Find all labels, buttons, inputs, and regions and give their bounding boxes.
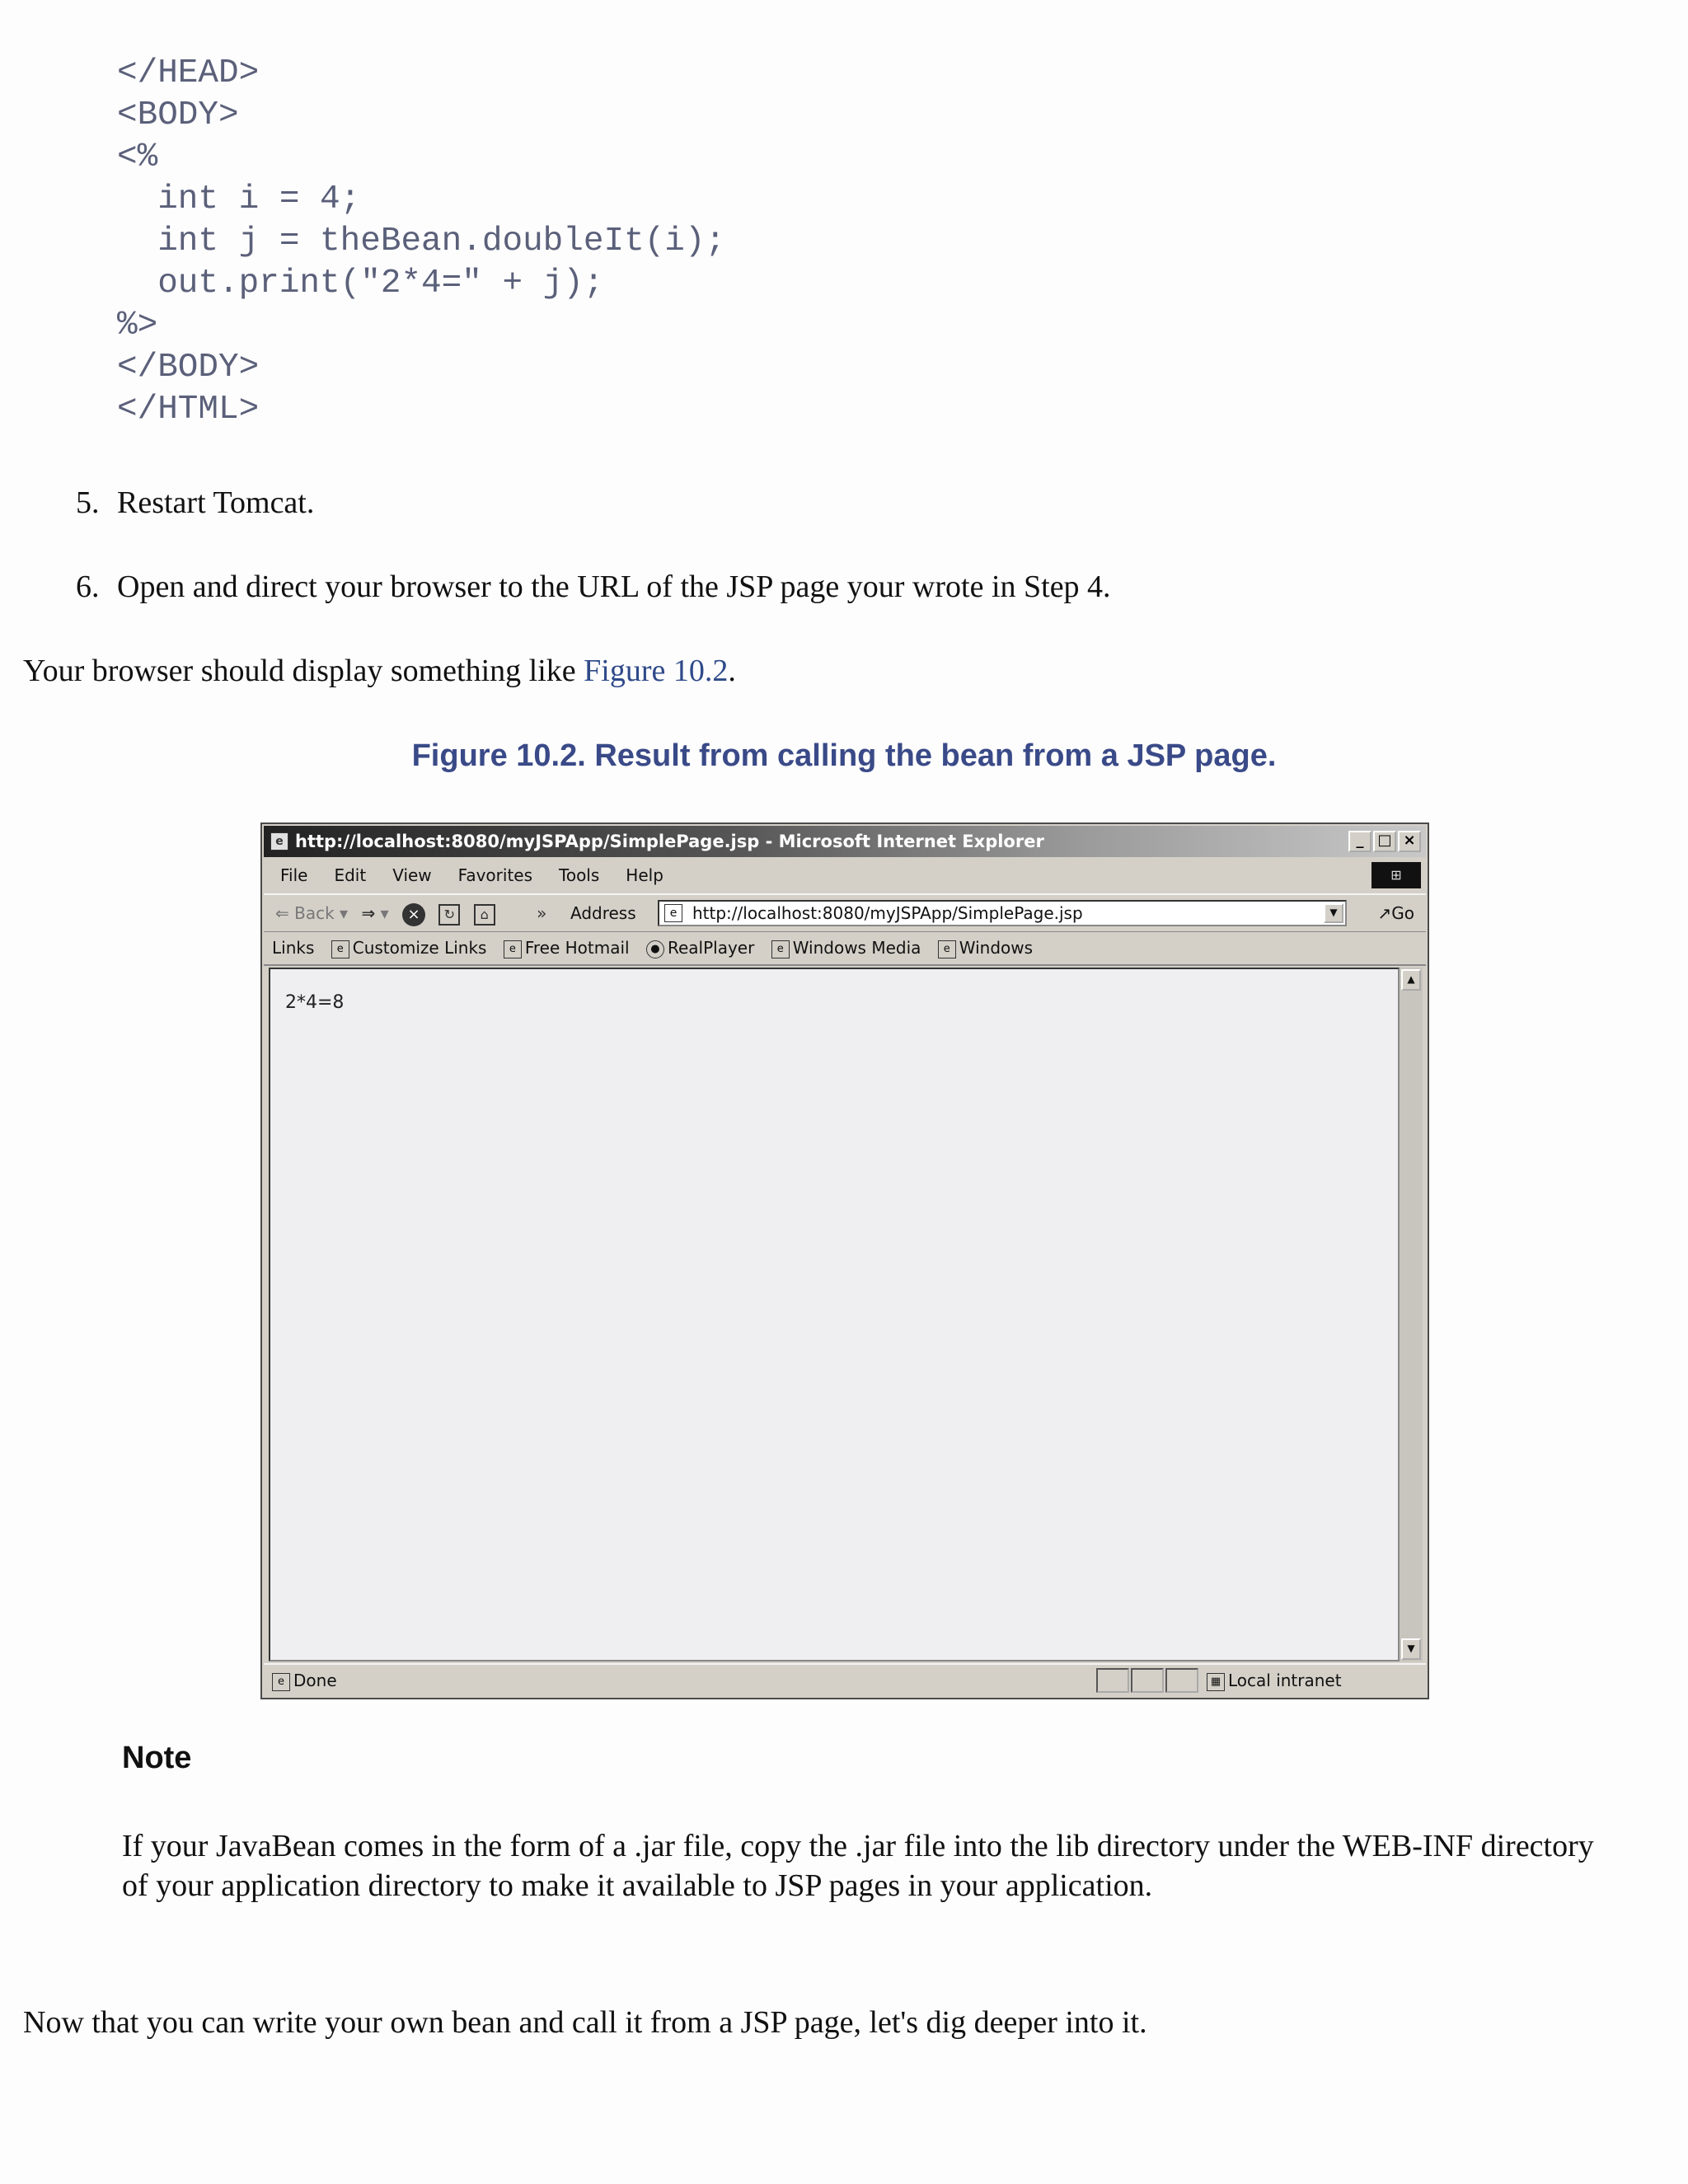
zone-label: Local intranet — [1228, 1671, 1342, 1690]
address-field[interactable] — [658, 900, 1347, 926]
intro-paragraph — [23, 651, 736, 691]
menu-edit[interactable]: Edit — [334, 865, 367, 885]
code-line: out.print("2*4=" + j); — [117, 265, 604, 302]
minimize-icon[interactable]: _ — [1348, 831, 1372, 852]
menu-favorites[interactable]: Favorites — [457, 865, 533, 885]
toolbar — [264, 893, 1426, 932]
code-line: </BODY> — [117, 349, 260, 387]
step-text: Restart Tomcat. — [117, 485, 315, 520]
maximize-icon[interactable]: □ — [1373, 831, 1396, 852]
menu-bar — [264, 859, 1426, 892]
code-line: %> — [117, 307, 158, 344]
home-icon[interactable]: ⌂ — [474, 904, 495, 926]
scroll-down-icon[interactable]: ▼ — [1401, 1638, 1421, 1660]
browser-window — [260, 823, 1429, 1699]
code-line: int i = 4; — [117, 180, 361, 218]
link-label: RealPlayer — [667, 938, 755, 958]
link-windows-media[interactable] — [771, 938, 921, 958]
code-line: </HEAD> — [117, 54, 260, 92]
figure-link[interactable]: Figure 10.2 — [584, 654, 729, 688]
code-line: <BODY> — [117, 96, 239, 134]
refresh-icon[interactable]: ↻ — [438, 904, 460, 926]
close-icon[interactable]: × — [1398, 831, 1421, 852]
step-6 — [76, 567, 1111, 607]
back-label: Back — [294, 903, 335, 923]
figure-caption: Figure 10.2. Result from calling the bean from a JSP page. — [411, 738, 1277, 773]
note-text: If your JavaBean comes in the form of a .jar file, copy the .jar file into the lib directory under the WEB-INF directory of your application directory to make it available to JSP pages in your application. — [122, 1829, 1594, 1903]
code-line: <% — [117, 138, 158, 176]
links-label: Links — [272, 938, 315, 958]
window-controls — [1348, 831, 1421, 852]
page-output: 2*4=8 — [285, 992, 345, 1013]
realplayer-icon: ● — [646, 940, 664, 958]
note-title: Note — [122, 1741, 192, 1775]
chevron-more-icon[interactable]: » — [537, 903, 547, 923]
intranet-icon: ▦ — [1207, 1673, 1225, 1691]
go-arrow-icon: ↗ — [1377, 903, 1392, 923]
link-hotmail[interactable] — [504, 938, 630, 958]
page-icon: e — [664, 904, 682, 922]
link-label: Windows — [959, 938, 1034, 958]
page-content[interactable] — [269, 968, 1400, 1661]
title-bar[interactable] — [264, 826, 1426, 857]
page-icon: e — [331, 940, 349, 958]
address-label: Address — [570, 903, 636, 923]
step-number: 5. — [76, 485, 100, 520]
code-listing — [117, 53, 725, 431]
menu-view[interactable]: View — [392, 865, 432, 885]
go-button[interactable] — [1378, 895, 1415, 931]
address-value: http://localhost:8080/myJSPApp/SimplePage.jsp — [692, 903, 1083, 923]
link-customize[interactable] — [331, 938, 487, 958]
back-button[interactable]: ⇐ Back ▾ — [275, 903, 349, 923]
link-label: Free Hotmail — [524, 938, 630, 958]
link-label: Windows Media — [792, 938, 921, 958]
chevron-down-icon[interactable]: ▼ — [1324, 903, 1343, 923]
window-title: http://localhost:8080/myJSPApp/SimplePage.jsp - Microsoft Internet Explorer — [295, 832, 1044, 851]
zone-indicator — [1207, 1665, 1342, 1696]
vertical-scrollbar[interactable] — [1400, 968, 1423, 1661]
forward-button[interactable]: ⇒ ▾ — [361, 903, 389, 923]
windows-logo-icon: ⊞ — [1372, 862, 1421, 888]
link-windows[interactable] — [938, 938, 1033, 958]
intro-period: . — [728, 654, 736, 688]
status-label: Done — [293, 1671, 337, 1690]
nav-buttons — [275, 895, 546, 931]
scroll-up-icon[interactable]: ▲ — [1401, 969, 1421, 991]
link-realplayer[interactable] — [646, 938, 754, 958]
step-number: 6. — [76, 569, 100, 604]
menu-help[interactable]: Help — [626, 865, 663, 885]
ie-page-icon: e — [270, 832, 288, 851]
link-label: Customize Links — [352, 938, 487, 958]
links-bar — [264, 931, 1426, 966]
status-segment — [1131, 1668, 1164, 1693]
step-text: Open and direct your browser to the URL of the JSP page your wrote in Step 4. — [117, 569, 1111, 604]
page-icon: e — [938, 940, 956, 958]
status-text — [272, 1665, 337, 1696]
step-5 — [76, 483, 314, 523]
page-icon: e — [504, 940, 522, 958]
menu-file[interactable]: File — [280, 865, 308, 885]
page-icon: e — [771, 940, 790, 958]
closing-paragraph: Now that you can write your own bean and call it from a JSP page, let's dig deeper into it. — [23, 2005, 1147, 2040]
status-segment — [1165, 1668, 1198, 1693]
menu-tools[interactable]: Tools — [559, 865, 600, 885]
status-bar — [264, 1663, 1426, 1696]
code-line: int j = theBean.doubleIt(i); — [117, 223, 726, 260]
intro-text: Your browser should display something like — [23, 654, 584, 688]
page-icon: e — [272, 1673, 290, 1691]
stop-icon[interactable]: × — [402, 903, 425, 926]
go-label: Go — [1391, 903, 1414, 923]
code-line: </HTML> — [117, 391, 260, 429]
status-segment — [1096, 1668, 1129, 1693]
